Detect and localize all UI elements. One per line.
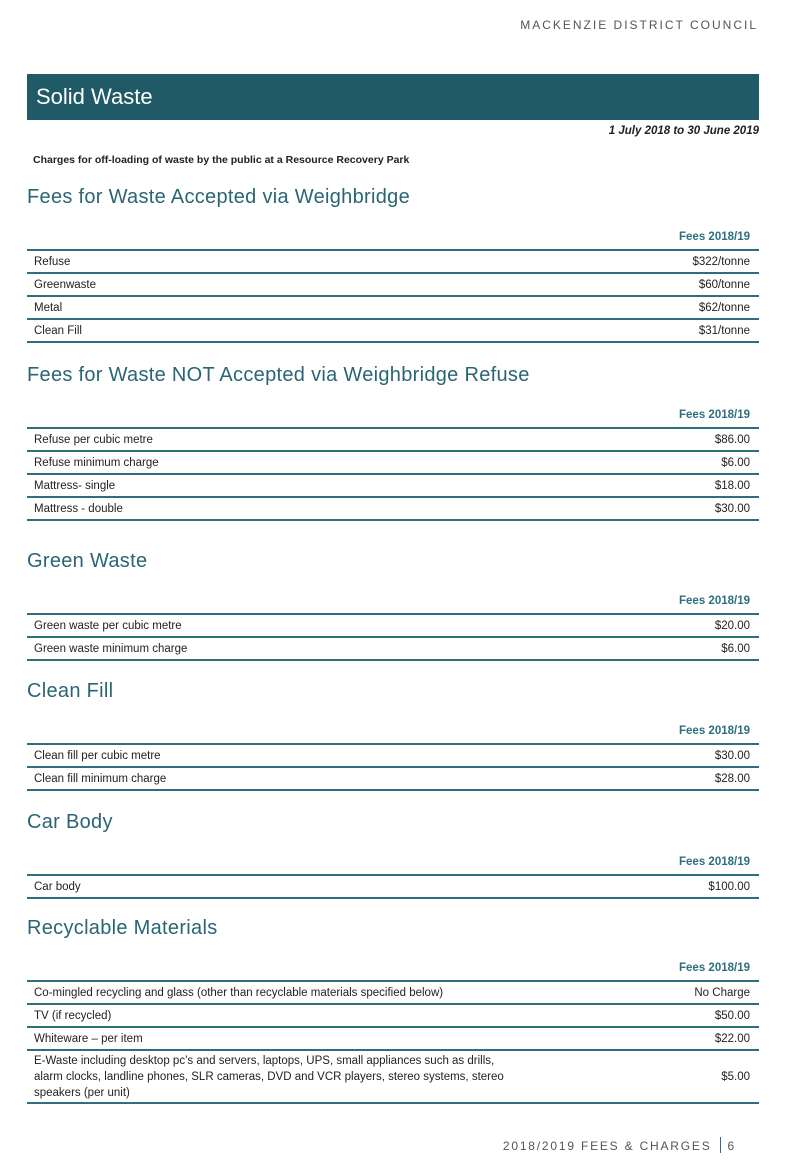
table-row — [27, 498, 759, 521]
organisation-name: MACKENZIE DISTRICT COUNCIL — [520, 18, 758, 32]
table-row — [27, 1051, 759, 1104]
row-label: Clean fill per cubic metre — [34, 749, 161, 762]
table-row — [27, 638, 759, 661]
fee-table — [27, 613, 759, 661]
page-title: Solid Waste — [27, 74, 759, 120]
row-label: Car body — [34, 880, 81, 893]
row-label: Refuse minimum charge — [34, 456, 159, 469]
section-clean-fill — [27, 680, 759, 791]
fees-column-heading: Fees 2018/19 — [679, 725, 750, 737]
row-label: Refuse — [34, 255, 71, 268]
row-label: E-Waste including desktop pc’s and servers, laptops, UPS, small appliances such as drills, alarm clocks, landline phones, SLR cameras, DVD and VCR players, stereo systems, stereo speakers (per unit) — [34, 1054, 504, 1099]
table-row — [27, 251, 759, 274]
row-amount: $6.00 — [721, 456, 750, 469]
row-amount: $50.00 — [714, 1009, 750, 1022]
row-amount: $28.00 — [714, 772, 750, 785]
row-amount: $30.00 — [714, 749, 750, 762]
fees-column-heading: Fees 2018/19 — [679, 962, 750, 974]
row-label: Co-mingled recycling and glass (other than recyclable materials specified below) — [34, 986, 444, 999]
row-label: Greenwaste — [34, 278, 97, 291]
fees-column-heading: Fees 2018/19 — [679, 409, 750, 421]
page-number: 6 — [727, 1139, 736, 1153]
row-amount: $30.00 — [714, 502, 750, 515]
row-label: Mattress- single — [34, 479, 116, 492]
row-label: Whiteware – per item — [34, 1032, 143, 1045]
row-label: TV (if recycled) — [34, 1009, 112, 1022]
row-label: Metal — [34, 301, 63, 314]
section-title: Green Waste — [27, 550, 148, 572]
row-amount: $20.00 — [714, 619, 750, 632]
table-row — [27, 876, 759, 899]
table-row — [27, 297, 759, 320]
fee-table — [27, 980, 759, 1104]
fee-period: 1 July 2018 to 30 June 2019 — [608, 125, 759, 137]
table-row — [27, 982, 759, 1005]
fees-column-heading: Fees 2018/19 — [679, 856, 750, 868]
section-weighbridge — [27, 186, 759, 343]
section-not-weighbridge — [27, 364, 759, 521]
table-row — [27, 745, 759, 768]
row-amount: $18.00 — [714, 479, 750, 492]
footer-text: 2018/2019 FEES & CHARGES — [502, 1139, 712, 1153]
row-amount: $62/tonne — [698, 301, 750, 314]
table-row — [27, 768, 759, 791]
row-amount: $6.00 — [721, 642, 750, 655]
table-row — [27, 320, 759, 343]
row-label: Green waste minimum charge — [34, 642, 188, 655]
section-title: Recyclable Materials — [27, 917, 218, 939]
row-label: Clean Fill — [34, 324, 82, 337]
table-row — [27, 429, 759, 452]
table-row — [27, 1005, 759, 1028]
section-title: Fees for Waste NOT Accepted via Weighbridge Refuse — [27, 364, 530, 386]
intro-text: Charges for off-loading of waste by the public at a Resource Recovery Park — [33, 154, 410, 166]
fee-table — [27, 249, 759, 343]
row-amount: No Charge — [694, 986, 750, 999]
row-label: Clean fill minimum charge — [34, 772, 167, 785]
row-label: Green waste per cubic metre — [34, 619, 182, 632]
row-amount: $322/tonne — [692, 255, 750, 268]
table-row — [27, 475, 759, 498]
section-title: Fees for Waste Accepted via Weighbridge — [27, 186, 410, 208]
row-amount: $22.00 — [714, 1032, 750, 1045]
table-row — [27, 615, 759, 638]
table-row — [27, 452, 759, 475]
fee-table — [27, 427, 759, 521]
fees-column-heading: Fees 2018/19 — [679, 231, 750, 243]
table-row — [27, 274, 759, 297]
row-amount: $5.00 — [721, 1070, 750, 1083]
row-amount: $100.00 — [708, 880, 750, 893]
fees-column-heading: Fees 2018/19 — [679, 595, 750, 607]
row-amount: $31/tonne — [698, 324, 750, 337]
row-label: Mattress - double — [34, 502, 123, 515]
footer-divider — [720, 1137, 721, 1153]
row-amount: $60/tonne — [698, 278, 750, 291]
table-row — [27, 1028, 759, 1051]
row-label: Refuse per cubic metre — [34, 433, 153, 446]
section-car-body — [27, 811, 759, 899]
section-title: Car Body — [27, 811, 113, 833]
section-title: Clean Fill — [27, 680, 114, 702]
section-recyclable-materials — [27, 917, 759, 1104]
page-footer — [503, 1137, 736, 1153]
row-amount: $86.00 — [714, 433, 750, 446]
fee-table — [27, 874, 759, 899]
section-green-waste — [27, 550, 759, 661]
fee-table — [27, 743, 759, 791]
